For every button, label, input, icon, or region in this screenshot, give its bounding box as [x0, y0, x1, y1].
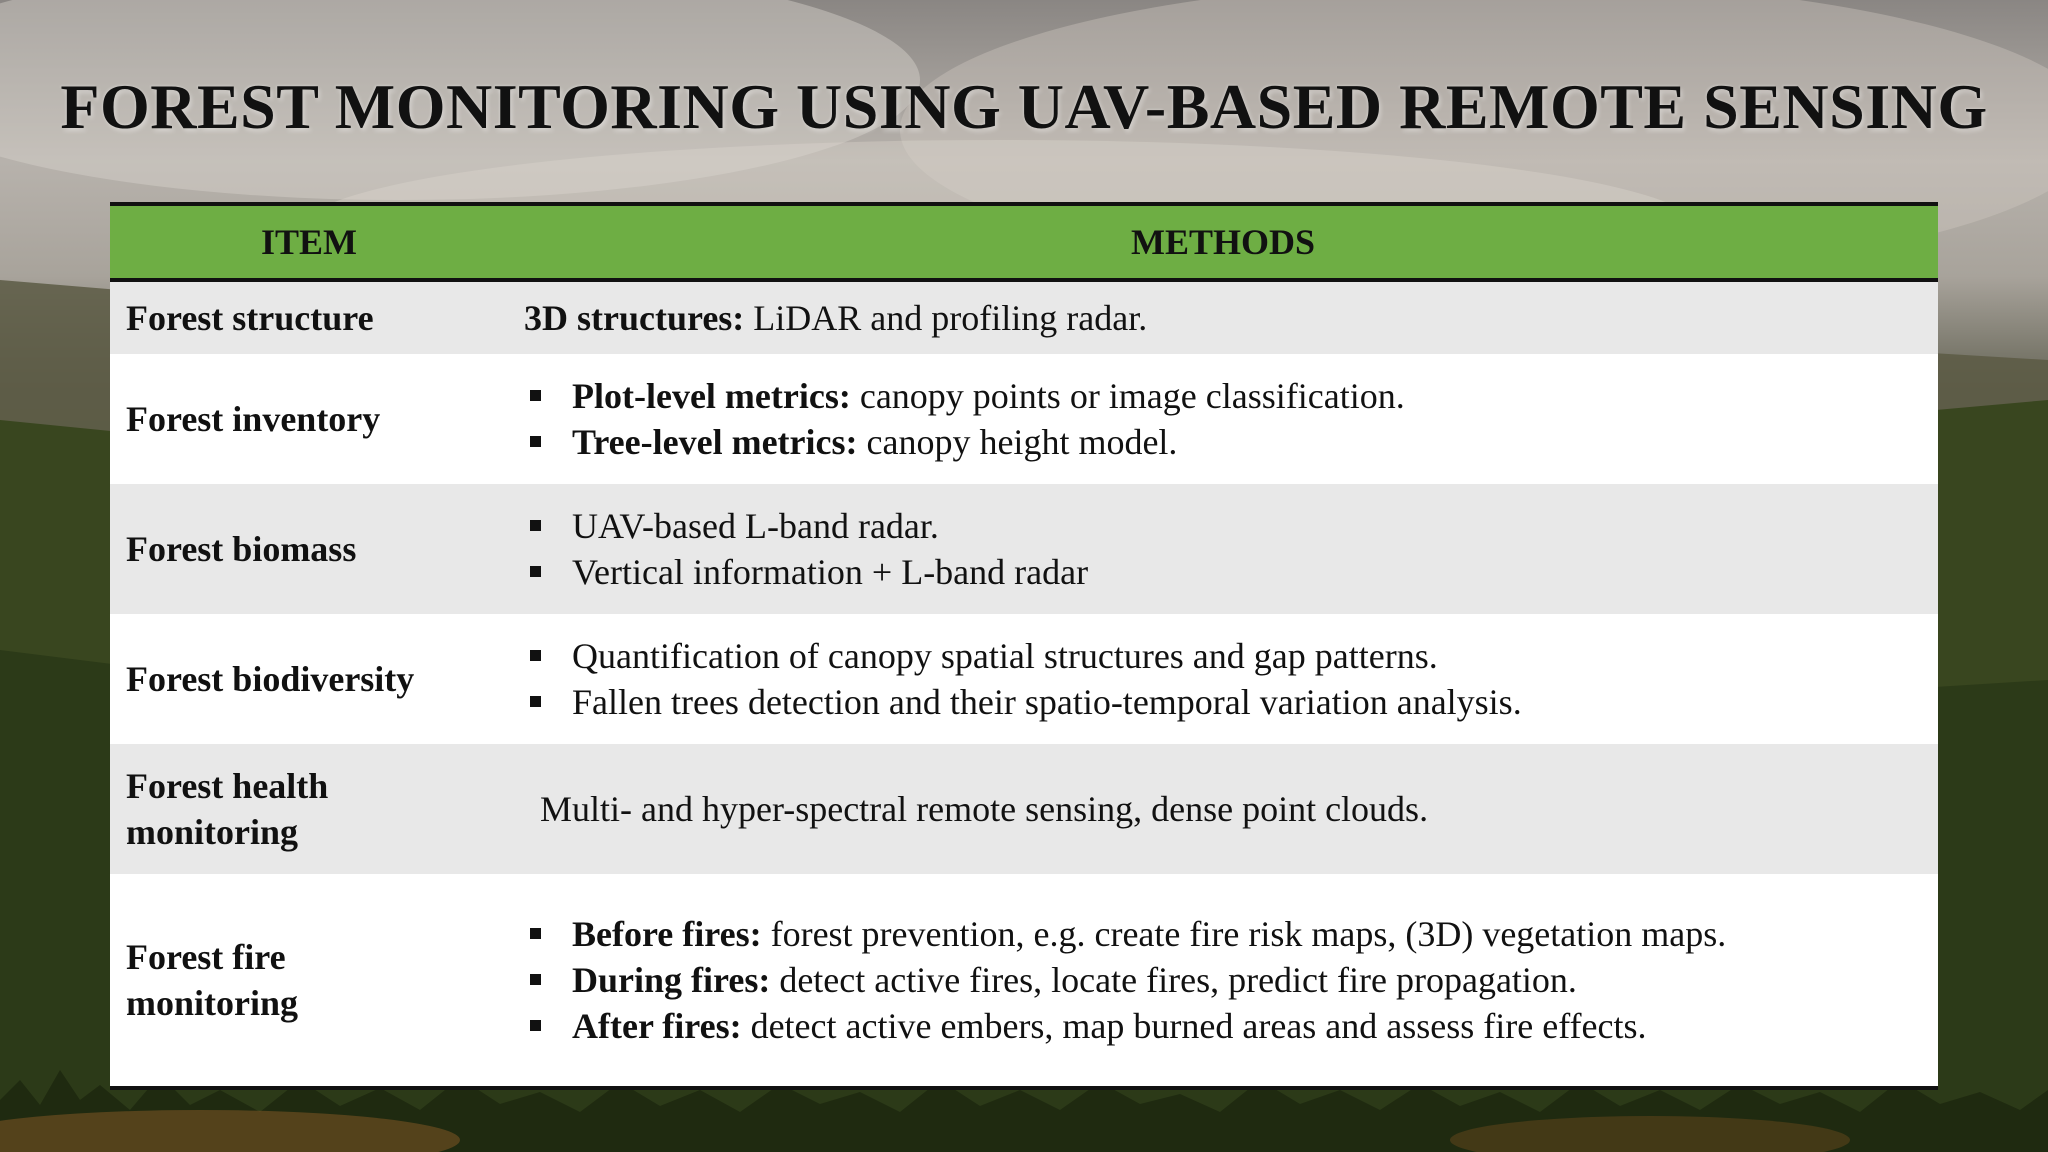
row-methods-cell	[508, 484, 1938, 614]
method-text: forest prevention, e.g. create fire risk maps, (3D) vegetation maps.	[761, 914, 1727, 954]
method-list	[524, 911, 1922, 1049]
slide-title: FOREST MONITORING USING UAV-BASED REMOTE SENSING	[60, 71, 1988, 142]
method-text: UAV-based L-band radar.	[572, 506, 939, 546]
table-row	[110, 280, 1938, 354]
method-text: detect active embers, map burned areas and assess fire effects.	[741, 1006, 1647, 1046]
method-text: canopy points or image classification.	[850, 376, 1405, 416]
row-item-label: Forest structure	[110, 280, 508, 354]
row-item-label	[110, 744, 508, 874]
method-bold-text: Tree-level metrics:	[572, 422, 858, 462]
method-text: canopy height model.	[857, 422, 1178, 462]
row-item-label-line: monitoring	[126, 983, 299, 1023]
method-bold-text: During fires:	[572, 960, 771, 1000]
list-item	[524, 679, 1922, 725]
row-methods-cell	[508, 744, 1938, 874]
table-row	[110, 614, 1938, 744]
method-text: Vertical information + L-band radar	[572, 552, 1089, 592]
row-methods-cell	[508, 354, 1938, 484]
method-bold-text: Plot-level metrics:	[572, 376, 851, 416]
list-item	[524, 503, 1922, 549]
table-row	[110, 354, 1938, 484]
method-text: LiDAR and profiling radar.	[744, 298, 1148, 338]
list-item	[524, 419, 1922, 465]
row-item-label: Forest biodiversity	[110, 614, 508, 744]
method-text: Fallen trees detection and their spatio-temporal variation analysis.	[572, 682, 1522, 722]
column-header-methods: METHODS	[508, 206, 1938, 280]
row-item-label-line: Forest fire	[126, 937, 286, 977]
list-item	[524, 1003, 1922, 1049]
row-item-label	[110, 874, 508, 1086]
row-item-label-line: monitoring	[126, 812, 299, 852]
method-text: Quantification of canopy spatial structures and gap patterns.	[572, 636, 1438, 676]
method-text: detect active fires, locate fires, predict fire propagation.	[770, 960, 1577, 1000]
row-methods-cell	[508, 280, 1938, 354]
row-item-label: Forest inventory	[110, 354, 508, 484]
column-header-item: ITEM	[110, 206, 508, 280]
method-bold-text: After fires:	[572, 1006, 742, 1046]
table-header-row	[110, 206, 1938, 280]
list-item	[524, 911, 1922, 957]
list-item	[524, 549, 1922, 595]
method-list	[524, 633, 1922, 725]
method-list	[524, 503, 1922, 595]
table-row	[110, 484, 1938, 614]
row-methods-cell	[508, 874, 1938, 1086]
methods-table	[110, 202, 1938, 1090]
method-text: Multi- and hyper-spectral remote sensing, dense point clouds.	[540, 789, 1429, 829]
method-bold-text: Before fires:	[572, 914, 762, 954]
list-item	[524, 373, 1922, 419]
list-item	[524, 633, 1922, 679]
row-methods-cell	[508, 614, 1938, 744]
row-item-label-line: Forest health	[126, 766, 329, 806]
table-row	[110, 874, 1938, 1086]
table-row	[110, 744, 1938, 874]
row-item-label: Forest biomass	[110, 484, 508, 614]
method-list	[524, 373, 1922, 465]
method-bold-text: 3D structures:	[524, 298, 745, 338]
list-item	[524, 957, 1922, 1003]
